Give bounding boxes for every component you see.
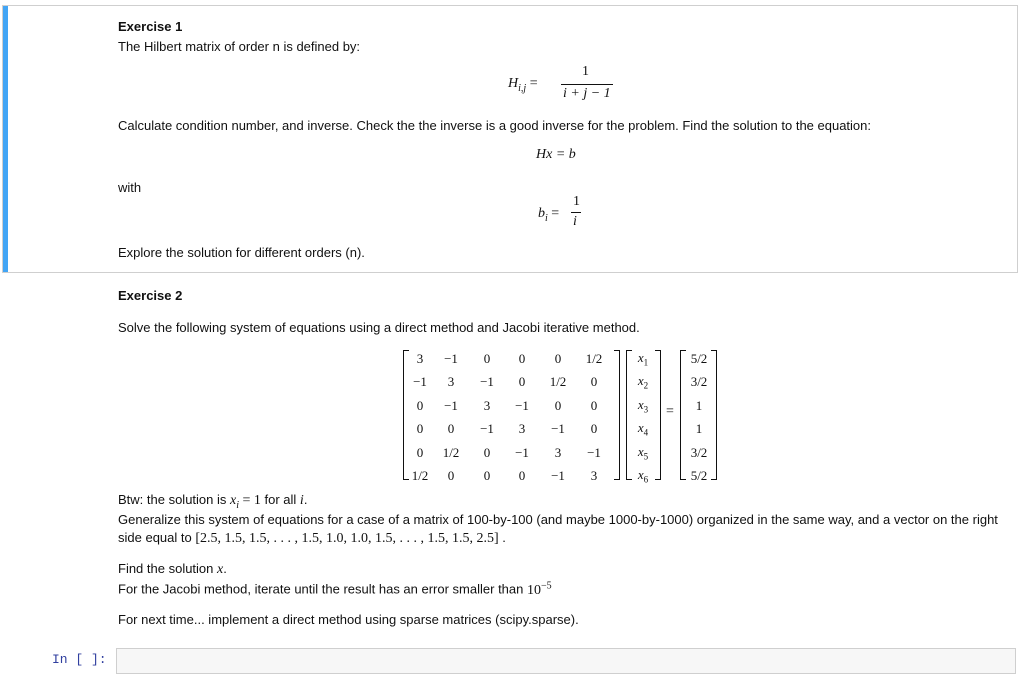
matrix-row bbox=[408, 347, 612, 371]
fraction-line bbox=[571, 212, 581, 213]
matrix-cell: −1 bbox=[480, 421, 494, 437]
matrix-cell: 1/2 bbox=[442, 444, 460, 460]
matrix-cell: −1 bbox=[480, 374, 494, 390]
matrix-cell: 1/2 bbox=[585, 350, 603, 366]
cell-selection-bar bbox=[3, 6, 8, 272]
matrix-cell: −1 bbox=[551, 468, 565, 484]
fraction-line bbox=[561, 84, 613, 85]
matrix-cell: 0 bbox=[590, 397, 598, 413]
matrix-row bbox=[408, 418, 612, 442]
matrix-cell: 0 bbox=[416, 421, 424, 437]
x-vector-cell: $x_4$ bbox=[637, 420, 649, 439]
matrix-cell: −1 bbox=[444, 397, 458, 413]
matrix-cell: 3 bbox=[554, 444, 562, 460]
b-formula: $b_i$ = 1 i bbox=[538, 194, 580, 229]
matrix-cell: 0 bbox=[483, 444, 491, 460]
exercise1-explore: Explore the solution for different orders (n). bbox=[118, 245, 365, 260]
exercise1-intro: The Hilbert matrix of order n is defined by: bbox=[118, 39, 361, 54]
jacobi-line: For the Jacobi method, iterate until the result has an error smaller than $10^{-5}$ bbox=[118, 580, 552, 598]
matrix-cell: 0 bbox=[518, 350, 526, 366]
matrix-cell: 0 bbox=[590, 421, 598, 437]
rhs-cell: 1 bbox=[695, 397, 703, 413]
rhs-vector bbox=[686, 347, 712, 488]
matrix-row bbox=[408, 394, 612, 418]
input-prompt: In [ ]: bbox=[52, 652, 107, 667]
equation-hx-b: Hx = b bbox=[536, 147, 576, 162]
matrix-cell: −1 bbox=[515, 397, 529, 413]
matrix-cell: −1 bbox=[515, 444, 529, 460]
matrix-cell: 3 bbox=[416, 350, 424, 366]
matrix-cell: 0 bbox=[416, 397, 424, 413]
matrix-right-bracket bbox=[614, 350, 620, 480]
exercise1-title: Exercise 1 bbox=[118, 19, 183, 34]
find-solution: Find the solution x. bbox=[118, 561, 227, 577]
x-vector-cell: $x_3$ bbox=[637, 396, 649, 415]
rhs-cell: 3/2 bbox=[690, 444, 708, 460]
matrix-cell: 0 bbox=[483, 350, 491, 366]
matrix-cell: −1 bbox=[551, 421, 565, 437]
x-vector-right-bracket bbox=[655, 350, 661, 480]
matrix-cell: 0 bbox=[554, 397, 562, 413]
matrix-cell: 0 bbox=[518, 374, 526, 390]
matrix-cell: 0 bbox=[518, 468, 526, 484]
exercise2-title: Exercise 2 bbox=[118, 288, 183, 303]
exercise2-intro: Solve the following system of equations using a direct method and Jacobi iterative method. bbox=[118, 320, 640, 335]
matrix-cell: 0 bbox=[554, 350, 562, 366]
rhs-cell: 1 bbox=[695, 421, 703, 437]
matrix-cell: 3 bbox=[590, 468, 598, 484]
hilbert-numerator: 1 bbox=[582, 64, 589, 79]
next-time-line: For next time... implement a direct method using sparse matrices (scipy.sparse). bbox=[118, 612, 579, 627]
x-vector-cell: $x_1$ bbox=[637, 349, 649, 368]
rhs-cell: 5/2 bbox=[690, 350, 708, 366]
coefficient-matrix bbox=[408, 347, 612, 488]
rhs-cell: 3/2 bbox=[690, 374, 708, 390]
matrix-cell: 3 bbox=[447, 374, 455, 390]
matrix-row bbox=[408, 371, 612, 395]
matrix-cell: 3 bbox=[518, 421, 526, 437]
matrix-cell: 0 bbox=[447, 468, 455, 484]
matrix-cell: 0 bbox=[483, 468, 491, 484]
hilbert-denominator: i + j − 1 bbox=[563, 86, 611, 101]
x-vector-cell: $x_5$ bbox=[637, 443, 649, 462]
matrix-cell: 0 bbox=[447, 421, 455, 437]
hilbert-formula bbox=[508, 64, 618, 108]
matrix-cell: 0 bbox=[590, 374, 598, 390]
b-denominator: i bbox=[573, 214, 577, 229]
x-vector bbox=[632, 347, 654, 488]
btw-line: Btw: the solution is $x_i = 1$ for all i. bbox=[118, 492, 308, 511]
rhs-cell: 5/2 bbox=[690, 468, 708, 484]
x-vector-cell: $x_2$ bbox=[637, 373, 649, 392]
matrix-cell: −1 bbox=[587, 444, 601, 460]
rhs-right-bracket bbox=[711, 350, 717, 480]
generalize-line-1: Generalize this system of equations for a case of a matrix of 100-by-100 (and maybe 1000-by-1000) organized in the same way, and a vector on the right bbox=[118, 512, 998, 527]
b-numerator: 1 bbox=[573, 194, 580, 209]
code-input[interactable] bbox=[116, 648, 1016, 674]
matrix-row bbox=[408, 465, 612, 489]
hilbert-lhs: $H_{i,j}$ = bbox=[508, 76, 538, 94]
generalize-line-2: side equal to [2.5, 1.5, 1.5, . . . , 1.5, 1.0, 1.0, 1.5, . . . , 1.5, 1.5, 2.5] . bbox=[118, 530, 506, 546]
matrix-row bbox=[408, 441, 612, 465]
matrix-cell: 3 bbox=[483, 397, 491, 413]
matrix-cell: −1 bbox=[413, 374, 427, 390]
matrix-cell: −1 bbox=[444, 350, 458, 366]
matrix-cell: 1/2 bbox=[411, 468, 429, 484]
matrix-cell: 1/2 bbox=[549, 374, 567, 390]
with-label: with bbox=[118, 180, 142, 195]
equals-sign: = bbox=[666, 404, 674, 419]
x-vector-cell: $x_6$ bbox=[637, 467, 649, 486]
exercise1-task: Calculate condition number, and inverse. Check the the inverse is a good inverse for the problem. Find the solution to the equation: bbox=[118, 118, 872, 133]
matrix-cell: 0 bbox=[416, 444, 424, 460]
